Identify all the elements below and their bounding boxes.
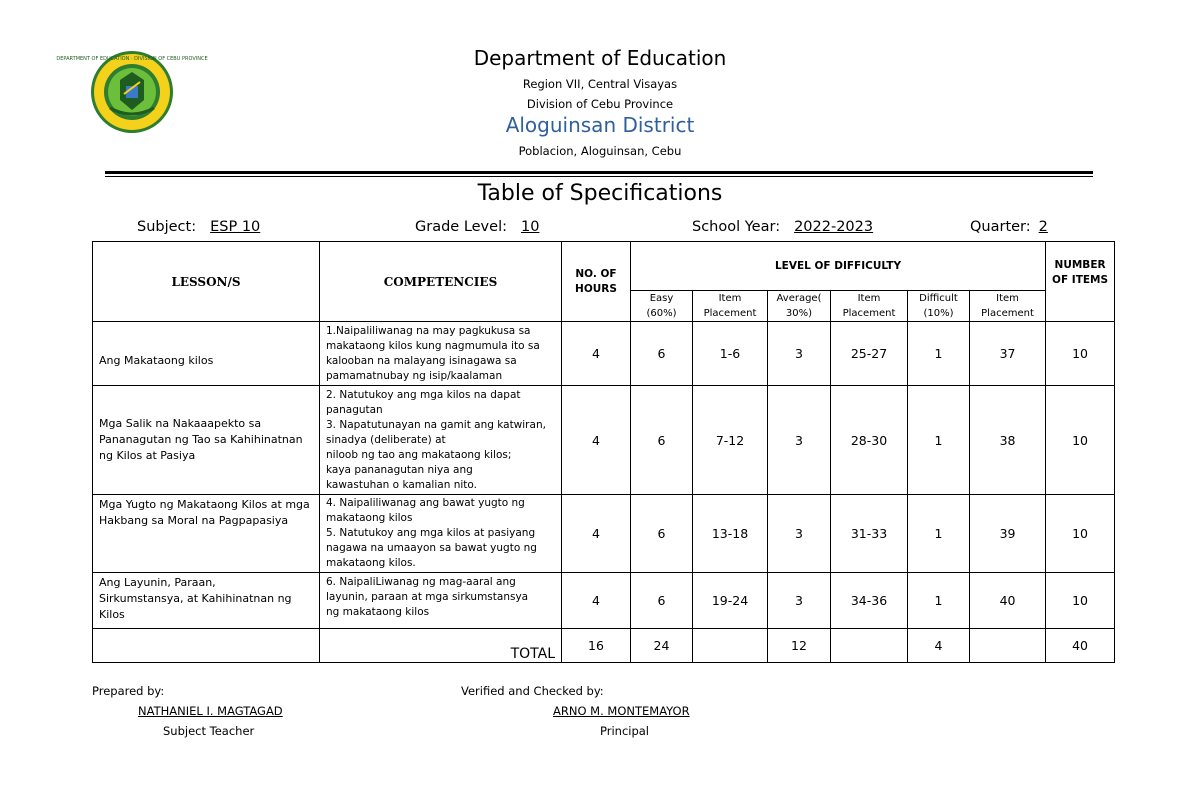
header-difficult-placement: Item Placement	[970, 291, 1046, 322]
table-row	[93, 386, 1115, 495]
average-placement-cell: 28-30	[831, 386, 908, 495]
average-placement-cell: 25-27	[831, 322, 908, 386]
difficult-placement-cell: 37	[970, 322, 1046, 386]
header-divider	[105, 171, 1093, 174]
competency-cell: 2. Natutukoy ang mga kilos na dapat panagutan 3. Napatutunayan na gamit ang katwiran, sinadya (deliberate) at niloob ng tao ang makataong kilos; kaya pananagutan niya ang kawastuhan o kamalian nito.	[320, 386, 562, 495]
difficult-cell: 1	[908, 573, 970, 629]
lesson-cell: Ang Layunin, Paraan, Sirkumstansya, at Kahihinatnan ng Kilos	[93, 573, 320, 629]
easy-cell: 6	[631, 322, 693, 386]
easy-placement-cell: 13-18	[693, 495, 768, 573]
items-cell: 10	[1046, 495, 1115, 573]
grade-value: 10	[520, 219, 540, 235]
header-competencies: COMPETENCIES	[320, 242, 562, 322]
total-empty-cell	[970, 629, 1046, 663]
total-empty-cell	[831, 629, 908, 663]
header-hours: NO. OF HOURS	[562, 242, 631, 322]
competency-cell: 4. Naipaliliwanag ang bawat yugto ng makataong kilos 5. Natutukoy ang mga kilos at pasiyang nagawa na umaayon sa bawat yugto ng makataong kilos.	[320, 495, 562, 573]
quarter-field	[970, 219, 1048, 235]
table-row	[93, 495, 1115, 573]
total-label: TOTAL	[320, 629, 562, 663]
average-cell: 3	[768, 495, 831, 573]
items-cell: 10	[1046, 386, 1115, 495]
average-cell: 3	[768, 386, 831, 495]
total-row	[93, 629, 1115, 663]
lesson-cell: Mga Salik na Nakaaapekto sa Pananagutan ng Tao sa Kahihinatnan ng Kilos at Pasiya	[93, 386, 320, 495]
prepared-label: Prepared by:	[92, 684, 165, 698]
specifications-table	[92, 241, 1115, 663]
easy-placement-cell: 1-6	[693, 322, 768, 386]
lesson-cell: Mga Yugto ng Makataong Kilos at mga Hakbang sa Moral na Pagpapasiya	[93, 495, 320, 573]
header-lessons: LESSON/S	[93, 242, 320, 322]
hours-cell: 4	[562, 386, 631, 495]
total-difficult: 4	[908, 629, 970, 663]
verified-label: Verified and Checked by:	[461, 684, 604, 698]
subject-field	[137, 219, 260, 235]
verified-role: Principal	[600, 724, 650, 738]
lesson-cell: Ang Makataong kilos	[93, 322, 320, 386]
table-row	[93, 573, 1115, 629]
total-empty-cell	[693, 629, 768, 663]
prepared-name: NATHANIEL I. MAGTAGAD	[138, 704, 283, 718]
year-field	[692, 219, 873, 235]
average-placement-cell: 31-33	[831, 495, 908, 573]
items-cell: 10	[1046, 573, 1115, 629]
easy-placement-cell: 19-24	[693, 573, 768, 629]
average-cell: 3	[768, 322, 831, 386]
total-items: 40	[1046, 629, 1115, 663]
department-title: Department of Education	[473, 46, 727, 70]
header-easy-placement: Item Placement	[693, 291, 768, 322]
region-text: Region VII, Central Visayas	[522, 77, 678, 91]
page-title: Table of Specifications	[477, 181, 723, 206]
quarter-value: 2	[1038, 219, 1048, 235]
average-cell: 3	[768, 573, 831, 629]
header-number-items: NUMBER OF ITEMS	[1046, 242, 1115, 322]
hours-cell: 4	[562, 322, 631, 386]
hours-cell: 4	[562, 495, 631, 573]
quarter-label: Quarter:	[970, 219, 1031, 235]
difficult-cell: 1	[908, 386, 970, 495]
header-average: Average( 30%)	[768, 291, 831, 322]
prepared-role: Subject Teacher	[163, 724, 255, 738]
table-row	[93, 322, 1115, 386]
address-text: Poblacion, Aloguinsan, Cebu	[518, 144, 682, 158]
easy-cell: 6	[631, 495, 693, 573]
subject-label: Subject:	[137, 219, 197, 235]
difficult-placement-cell: 38	[970, 386, 1046, 495]
district-title: Aloguinsan District	[505, 113, 695, 137]
items-cell: 10	[1046, 322, 1115, 386]
competency-cell: 6. NaipaliLiwanag ng mag-aaral ang layunin, paraan at mga sirkumstansya ng makataong kilos	[320, 573, 562, 629]
header-level-difficulty: LEVEL OF DIFFICULTY	[631, 242, 1046, 291]
year-value: 2022-2023	[794, 219, 874, 235]
seal-text: DEPARTMENT OF EDUCATION · DIVISION OF CEBU PROVINCE	[56, 56, 208, 62]
difficult-cell: 1	[908, 495, 970, 573]
subject-value: ESP 10	[210, 219, 261, 235]
header-difficult: Difficult (10%)	[908, 291, 970, 322]
easy-cell: 6	[631, 573, 693, 629]
grade-label: Grade Level:	[415, 219, 507, 235]
difficult-placement-cell: 39	[970, 495, 1046, 573]
competency-cell: 1.Naipaliliwanag na may pagkukusa sa makataong kilos kung nagmumula ito sa kalooban na malayang isinagawa sa pamamatnubay ng isip/kaalaman	[320, 322, 562, 386]
header-average-placement: Item Placement	[831, 291, 908, 322]
verified-name: ARNO M. MONTEMAYOR	[553, 704, 690, 718]
easy-placement-cell: 7-12	[693, 386, 768, 495]
difficult-cell: 1	[908, 322, 970, 386]
year-label: School Year:	[692, 219, 781, 235]
total-hours: 16	[562, 629, 631, 663]
total-average: 12	[768, 629, 831, 663]
header-easy: Easy (60%)	[631, 291, 693, 322]
division-text: Division of Cebu Province	[526, 97, 674, 111]
grade-field	[415, 219, 539, 235]
difficult-placement-cell: 40	[970, 573, 1046, 629]
total-easy: 24	[631, 629, 693, 663]
total-empty-cell	[93, 629, 320, 663]
easy-cell: 6	[631, 386, 693, 495]
hours-cell: 4	[562, 573, 631, 629]
average-placement-cell: 34-36	[831, 573, 908, 629]
header-divider-thin	[105, 176, 1093, 177]
